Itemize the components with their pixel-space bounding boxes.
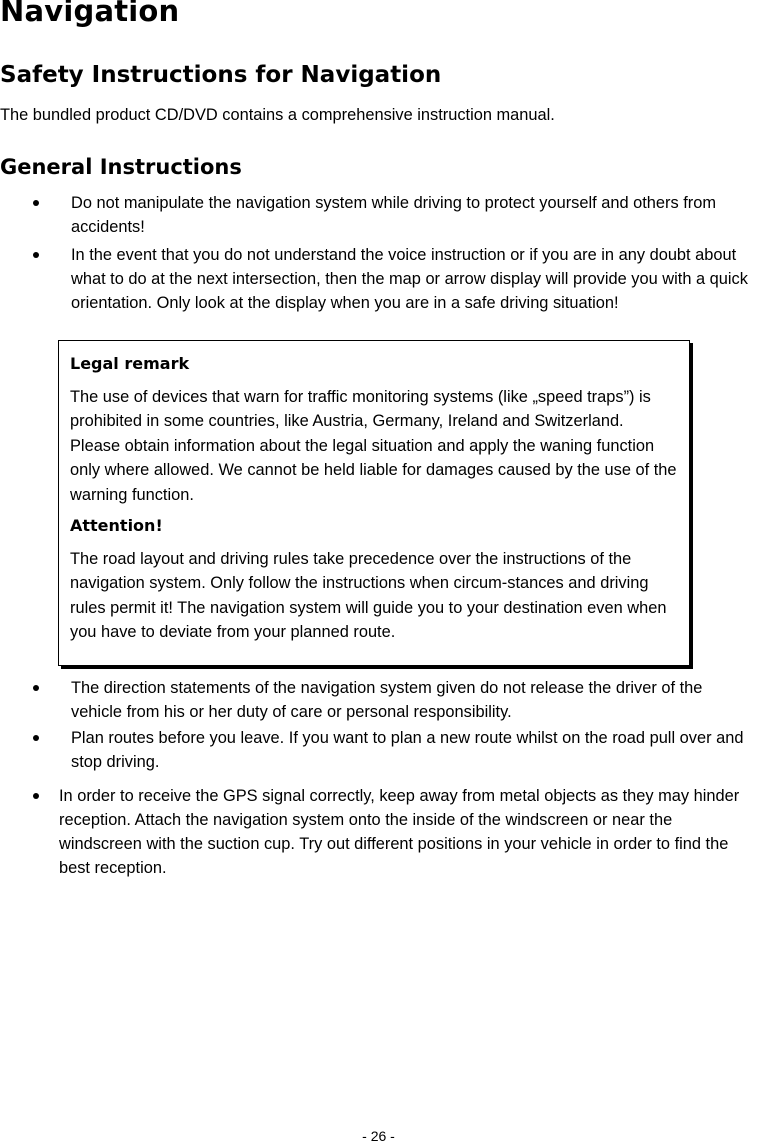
list-item-text: In the event that you do not understand the voice instruction or if you are in any doubt about what to do at the next intersection, then the map or arrow display will provide you with a quick orientation. Only look at the display when you are in a safe driving situation! [71,246,748,312]
list-item [0,726,757,774]
list-item-text: The direction statements of the navigation system given do not release the driver of the vehicle from his or her duty of care or personal responsibility. [71,679,703,721]
list-item-text: Plan routes before you leave. If you want to plan a new route whilst on the road pull over and stop driving. [71,729,744,771]
page-number: - 26 - [362,1128,395,1144]
bullet-icon [33,252,39,258]
list-item-text: In order to receive the GPS signal correctly, keep away from metal objects as they may hinder reception. Attach the navigation system onto the inside of the windscreen or near the windscreen with the suction cup. Try out different positions in your vehicle in order to find the best reception. [59,787,740,877]
notice-box [58,340,690,666]
attention-text: The road layout and driving rules take precedence over the instructions of the navigation system. Only follow the instructions when circum-stances and driving rules permit it! The navigation system will guide you to your destination even when you have to deviate from your planned route. [70,550,667,642]
bullet-list-top [0,191,757,239]
bullet-icon [33,685,39,691]
list-item [0,676,757,724]
page-title: Navigation [0,0,180,28]
subsection-title: General Instructions [0,155,242,179]
legal-remark-title: Legal remark [70,354,190,373]
bullet-list-middle [0,676,757,776]
list-item [0,784,757,880]
bullet-list-bottom [0,784,757,880]
legal-remark-text: The use of devices that warn for traffic monitoring systems (like „speed traps”) is prohibited in some countries, like Austria, Germany, Ireland and Switzerland. Please obtain information about the legal situation and apply the waning function only where allowed. We cannot be held liable for damages caused by the use of the warning function. [70,388,677,504]
attention-title: Attention! [70,516,163,536]
list-item [0,243,757,315]
intro-paragraph: The bundled product CD/DVD contains a comprehensive instruction manual. [0,106,555,124]
section-title: Safety Instructions for Navigation [0,62,442,88]
bullet-icon [33,735,39,741]
bullet-list-top-2 [0,243,757,315]
bullet-icon [33,200,39,206]
bullet-icon [33,793,39,799]
list-item-text: Do not manipulate the navigation system while driving to protect yourself and others from accidents! [71,194,717,236]
list-item [0,191,757,239]
